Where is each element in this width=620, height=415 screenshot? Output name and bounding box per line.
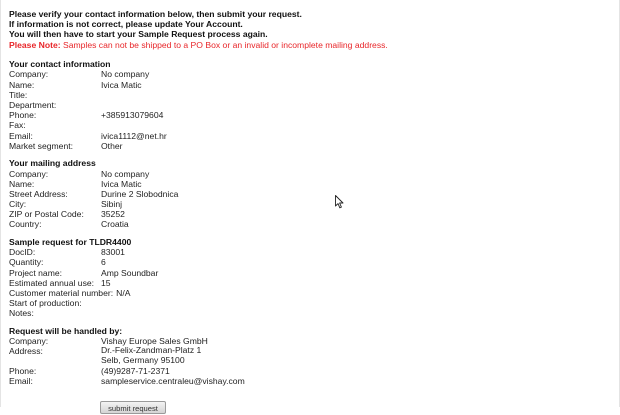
mouse-cursor-icon [335,195,344,209]
field-label: Fax: [9,120,26,131]
mailing-row-company [9,169,609,179]
field-value: 35252 [101,209,125,220]
field-value: +385913079604 [101,110,164,121]
field-label: DocID: [9,247,36,258]
sample-section-title: Sample request for TLDR4400 [9,236,132,247]
contact-row-name [9,80,609,90]
contact-row-market-segment [9,141,609,151]
field-label: Estimated annual use: [9,277,95,288]
field-label: ZIP or Postal Code: [9,209,84,220]
sample-row-notes [9,308,609,318]
field-value: Ivica Matic [101,79,142,90]
contact-row-department [9,100,609,110]
field-label: Street Address: [9,188,68,199]
field-value: Ivica Matic [101,178,142,189]
field-label: Start of production: [9,298,82,309]
field-label: Quantity: [9,257,44,268]
field-label: Company: [9,336,49,347]
submit-request-button[interactable]: submit request [100,401,166,414]
field-label: Name: [9,178,35,189]
field-label: City: [9,199,27,210]
contact-info [9,69,609,151]
sample-row-docid [9,247,609,257]
field-label: Market segment: [9,140,73,151]
sample-row-project-name [9,268,609,278]
field-value: N/A [116,287,131,298]
field-label: Title: [9,89,28,100]
mailing-row-name [9,179,609,189]
handler-row-address [9,346,609,365]
field-label: Country: [9,219,42,230]
field-value: 83001 [101,247,125,258]
mailing-row-zip [9,209,609,219]
sample-row-material-number [9,288,609,298]
field-value: No company [101,69,150,80]
field-label: Email: [9,375,33,386]
sample-row-start-production [9,298,609,308]
field-label: Phone: [9,365,37,376]
mailing-row-street [9,189,609,199]
field-label: Project name: [9,267,63,278]
contact-row-title [9,90,609,100]
field-value: sampleservice.centraleu@vishay.com [101,375,245,386]
mailing-row-country [9,219,609,229]
field-label: Email: [9,130,33,141]
field-value: Amp Soundbar [101,267,159,278]
note-text: Samples can not be shipped to a PO Box or an invalid or incomplete mailing address. [60,39,388,50]
field-value: Sibinj [101,199,123,210]
field-label: Phone: [9,110,37,121]
mailing-row-city [9,199,609,209]
field-label: Notes: [9,308,34,319]
sample-request-details [9,247,609,318]
field-label: Name: [9,79,35,90]
handler-row-email [9,376,609,386]
note-label: Please Note: [9,39,61,50]
handler-section-title: Request will be handled by: [9,325,123,336]
field-value: Durine 2 Slobodnica [101,188,179,199]
intro-text [9,9,609,50]
field-value [101,346,201,365]
sample-request-confirmation [9,9,609,414]
field-value: Croatia [101,219,129,230]
field-label: Company: [9,69,49,80]
field-label: Department: [9,99,57,110]
contact-row-phone [9,110,609,120]
field-value: ivica1112@net.hr [101,130,167,141]
address-line-1: Dr.-Felix-Zandman-Platz 1 [101,345,202,356]
field-value: Vishay Europe Sales GmbH [101,336,208,347]
field-label: Customer material number: [9,287,114,298]
mailing-address [9,169,609,230]
left-border [0,0,1,407]
handler-row-company [9,336,609,346]
field-value: Other [101,140,123,151]
sample-row-quantity [9,257,609,267]
field-label: Address: [9,346,43,357]
shipping-note [9,40,609,50]
contact-row-fax [9,120,609,130]
field-value: (49)9287-71-2371 [101,365,170,376]
contact-section-title: Your contact information [9,58,111,69]
handler-row-phone [9,366,609,376]
submit-area [9,401,609,414]
contact-row-email [9,131,609,141]
intro-line-2: If information is not correct, please update Your Account. [9,19,243,30]
mailing-section-title: Your mailing address [9,157,96,168]
handler-details [9,336,609,386]
field-value: 15 [101,277,111,288]
intro-line-3: You will then have to start your Sample Request process again. [9,29,268,40]
field-label: Company: [9,168,49,179]
address-line-2: Selb, Germany 95100 [101,354,185,365]
contact-row-company [9,69,609,79]
intro-line-1: Please verify your contact information below, then submit your request. [9,9,302,19]
field-value: 6 [101,257,106,268]
field-value: No company [101,168,150,179]
sample-row-annual-use [9,278,609,288]
